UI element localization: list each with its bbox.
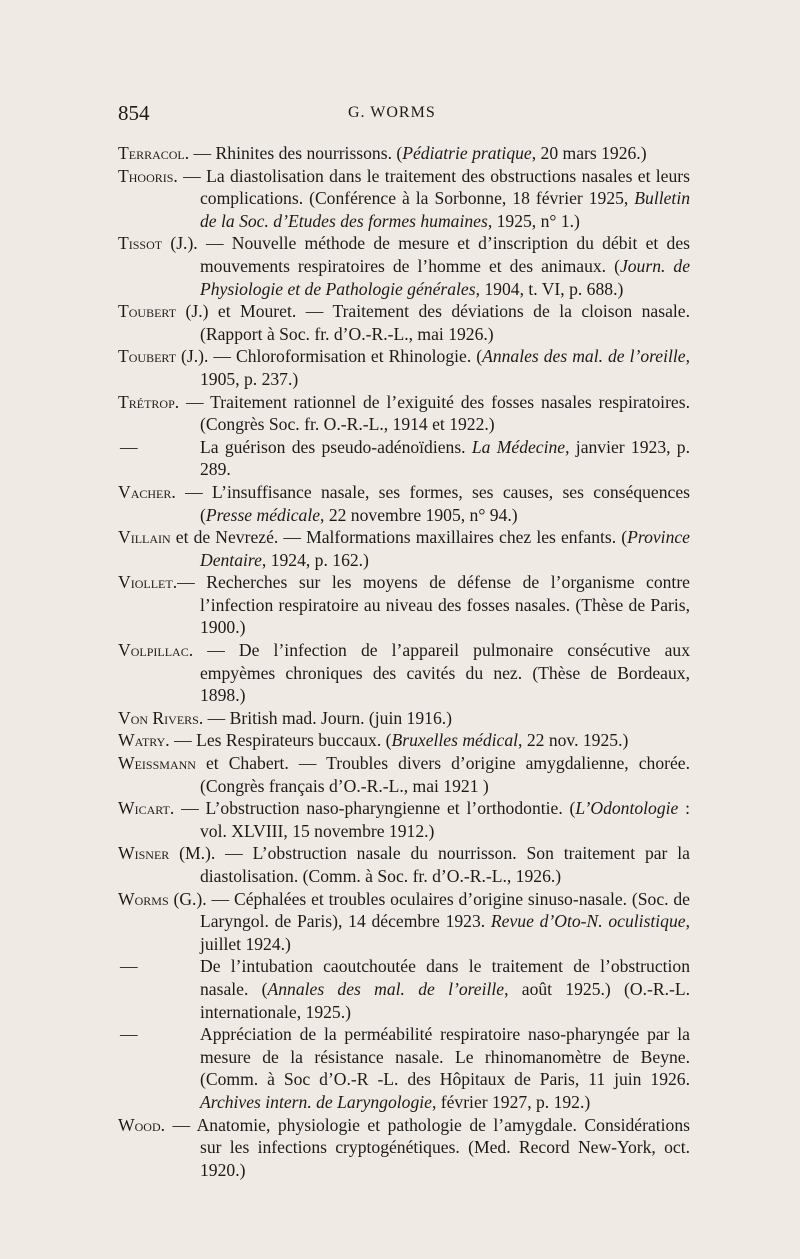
bibliography-entry — [118, 797, 690, 842]
bibliography-entry — [118, 639, 690, 707]
entry-author: Tissot — [118, 233, 163, 254]
bibliography-entry — [118, 142, 690, 165]
entry-text: — De l’infection de l’appareil pulmonaire consécutive aux empyèmes chroniques des cavités du nez. (Thèse de Bordeaux, 1898.) — [193, 640, 690, 706]
entry-author: Thooris. — [118, 165, 178, 186]
entry-citation-details: , 20 mars 1926.) — [531, 143, 647, 163]
page-header — [0, 101, 800, 131]
entry-text: — L’insuffisance nasale, ses formes, ses causes, ses conséquences ( — [175, 481, 690, 525]
bibliography-entry — [118, 391, 690, 436]
entry-source-title: La Médecine — [471, 436, 566, 457]
page-number: 854 — [118, 101, 150, 125]
bibliography-entry — [118, 842, 690, 887]
entry-text: (M.). — L’obstruction nasale du nourrisson. Son traitement par la diastolisation. (Comm. à Soc. fr. d’O.-R.-L., 1926.) — [169, 843, 690, 886]
bibliography-entry — [118, 526, 690, 571]
entry-text: (J.). — Nouvelle méthode de mesure et d’inscription du débit et des mouvements respiratoires de l’homme et des animaux. ( — [162, 233, 690, 276]
entry-author: Toubert — [118, 301, 177, 322]
bibliography-entry — [118, 729, 690, 752]
bibliography-entry — [118, 165, 690, 233]
repeat-author-dash: — — [120, 956, 138, 977]
entry-author: Wicart. — [118, 798, 175, 819]
entry-source-title: Province Dentaire — [200, 527, 690, 570]
entry-citation-details: , 1924, p. 162.) — [261, 549, 369, 570]
bibliography-entry — [118, 345, 690, 390]
bibliography-entry — [118, 955, 690, 1023]
entry-author: Terracol. — [118, 143, 190, 163]
entry-source-title: Annales des mal. de l’oreille — [267, 978, 505, 999]
bibliography-entry — [118, 300, 690, 345]
entry-citation-details: , 1905, p. 237.) — [200, 346, 690, 389]
entry-source-title: Bulletin de la Soc. d’Etudes des formes humaines — [200, 188, 690, 231]
repeat-author-dash: — — [120, 1024, 138, 1045]
entry-citation-details: , 22 nov. 1925.) — [518, 730, 629, 751]
entry-citation-details: , juillet 1924.) — [200, 911, 690, 954]
bibliography-entry — [118, 1023, 690, 1113]
entry-text: et Chabert. — Troubles divers d’origine amygdalienne, chorée. (Congrès français d’O.-R.-L., mai 1921 ) — [195, 753, 690, 796]
entry-source-title: Journ. de Physiologie et de Pathologie générales — [200, 255, 690, 299]
entry-citation-details: , février 1927, p. 192.) — [431, 1091, 591, 1112]
entry-author: Villain — [118, 527, 171, 548]
entry-text: — Traitement rationnel de l’exiguité des fosses nasales respiratoires. (Congrès Soc. fr. O.-R.-L., 1914 et 1922.) — [179, 391, 690, 435]
entry-text: De l’intubation caoutchoutée dans le traitement de l’obstruction nasale. ( — [200, 956, 690, 999]
entry-author: Wood. — [118, 1114, 166, 1135]
entry-citation-details: , 1925, n° 1.) — [487, 210, 580, 231]
entry-text: (J.) et Mouret. — Traitement des déviations de la cloison nasale. (Rapport à Soc. fr. d’O.-R.-L., mai 1926.) — [176, 301, 690, 344]
entry-text: Appréciation de la perméabilité respiratoire naso-pharyngée par la mesure de la résistance nasale. Le rhinomanomètre de Beyne. (Comm. à Soc d’O.-R -L. des Hôpitaux de Paris, 11 juin 1926. — [200, 1024, 690, 1090]
entry-text: — L’obstruction naso-pharyngienne et l’orthodontie. ( — [174, 798, 576, 819]
entry-source-title: Annales des mal. de l’oreille — [482, 346, 686, 367]
entry-text: — Rhinites des nourrissons. ( — [189, 143, 403, 163]
bibliography-entry — [118, 481, 690, 526]
entry-text: — Les Respirateurs buccaux. ( — [169, 730, 392, 751]
repeat-author-dash: — — [120, 436, 138, 457]
entry-citation-details: : vol. XLVIII, 15 novembre 1912.) — [200, 798, 690, 841]
bibliography-entry — [118, 707, 690, 730]
entry-text: (G.). — Céphalées et troubles oculaires d’origine sinuso-nasale. (Soc. de Laryngol. de Paris), 14 décembre 1923. — [168, 888, 690, 932]
bibliography-entry — [118, 436, 690, 481]
entry-source-title: Presse médicale — [205, 504, 321, 525]
entry-source-title: Pédiatrie pratique — [402, 143, 532, 163]
entry-text: et de Nevrezé. — Malformations maxillaires chez les enfants. ( — [170, 527, 628, 548]
entry-author: Viollet. — [118, 572, 178, 593]
entry-author: Vacher. — [118, 481, 176, 502]
entry-text: — Anatomie, physiologie et pathologie de l’amygdale. Considérations sur les infections cryptogénétiques. (Med. Record New-York, oct. 1920.) — [165, 1114, 690, 1180]
entry-citation-details: , 1904, t. VI, p. 688.) — [475, 278, 624, 299]
entry-author: Volpillac. — [118, 640, 194, 661]
entry-citation-details: , 22 novembre 1905, n° 94.) — [320, 504, 518, 525]
entry-source-title: Revue d’Oto-N. oculistique — [490, 911, 686, 932]
entry-author: Trétrop. — [118, 391, 180, 412]
entry-citation-details: , janvier 1923, p. 289. — [200, 436, 691, 480]
bibliography-entry — [118, 752, 690, 797]
entry-citation-details: , août 1925.) (O.-R.-L. internationale, 1925.) — [200, 978, 690, 1022]
entry-author: Wisner — [118, 843, 170, 864]
entry-author: Toubert — [118, 346, 177, 367]
entry-text: — British mad. Journ. (juin 1916.) — [203, 707, 452, 728]
entry-author: Von Rivers. — [118, 707, 204, 728]
bibliography-entry — [118, 571, 690, 639]
entry-author: Weissmann — [118, 753, 196, 774]
entry-text: La guérison des pseudo-adénoïdiens. — [200, 436, 472, 457]
entry-text: — La diastolisation dans le traitement des obstructions nasales et leurs complications. (Conférence à la Sorbonne, 18 février 1925, — [177, 165, 690, 209]
entry-author: Watry. — [118, 730, 170, 751]
bibliography-entry — [118, 1114, 690, 1182]
entry-text: (J.). — Chloroformisation et Rhinologie. ( — [176, 346, 483, 367]
entry-text: — Recherches sur les moyens de défense de l’organisme contre l’infection respiratoire au niveau des fosses nasales. (Thèse de Paris, 1900.) — [177, 572, 690, 638]
entry-source-title: L’Odontologie — [575, 798, 679, 819]
bibliography-entry — [118, 888, 690, 956]
bibliography-entry — [118, 232, 690, 300]
entry-source-title: Archives intern. de Laryngologie — [200, 1091, 432, 1112]
entry-source-title: Bruxelles médical — [391, 730, 519, 751]
entry-author: Worms — [118, 888, 169, 909]
running-head: G. WORMS — [348, 104, 436, 121]
bibliography-list — [118, 142, 690, 1181]
